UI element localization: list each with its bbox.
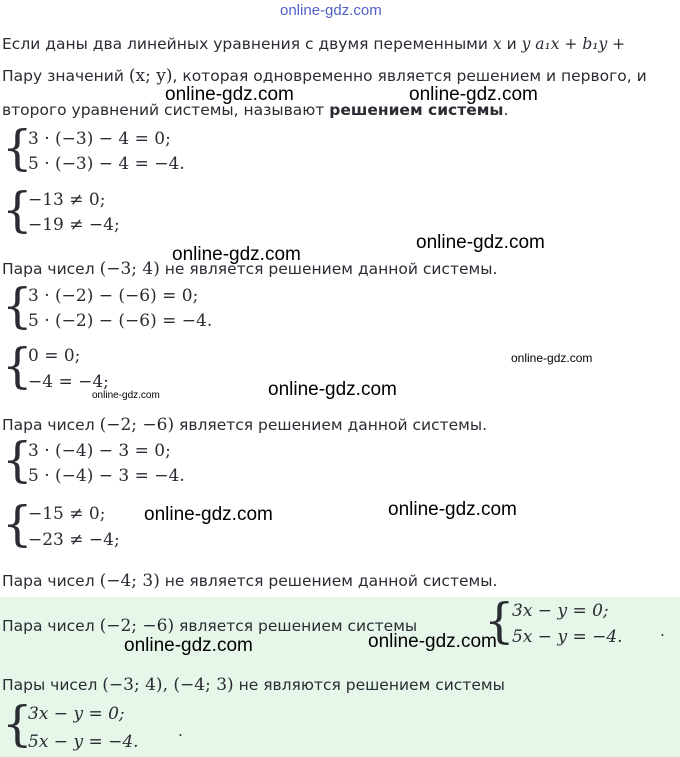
- intro-line-2-rest: , которая одновременно является решением и первого, и: [172, 67, 647, 85]
- b1-sys-b-2: −19 ≠ −4;: [28, 215, 120, 235]
- watermark: online-gdz.com: [92, 390, 160, 401]
- answer-dot-1: .: [660, 622, 665, 640]
- b2-sys-b-1: 0 = 0;: [28, 346, 81, 366]
- watermark: online-gdz.com: [268, 379, 397, 400]
- watermark: online-gdz.com: [416, 232, 545, 253]
- intro-line-3-text: второго уравнений системы, называют: [2, 101, 325, 119]
- answer-sys-2: 5x − y = −4.: [512, 627, 623, 647]
- b2-conclusion-prefix: Пара чисел: [2, 416, 95, 434]
- b3-sys-a-1: 3 · (−4) − 3 = 0;: [28, 441, 171, 461]
- answer-pair: (−2; −6): [99, 616, 175, 636]
- b2-pair: (−2; −6): [99, 415, 175, 435]
- intro-line-2-text: Пару значений: [2, 67, 124, 85]
- b3-conclusion: [2, 571, 497, 591]
- answer-line-1-text: является решением системы: [179, 617, 418, 635]
- b1-conclusion-prefix: Пара чисел: [2, 260, 95, 278]
- intro-and: и: [506, 35, 517, 53]
- brace-1b: {: [2, 182, 33, 238]
- b3-sys-a-2: 5 · (−4) − 3 = −4.: [28, 466, 185, 486]
- answer-line-2-prefix: Пары чисел: [2, 676, 98, 694]
- answer-line-2: [2, 675, 505, 695]
- b3-conclusion-prefix: Пара чисел: [2, 572, 95, 590]
- answer-pairs: (−3; 4), (−4; 3): [102, 675, 234, 695]
- b1-pair: (−3; 4): [99, 259, 160, 279]
- answer-dot-2: .: [178, 722, 183, 740]
- b3-sys-b-1: −15 ≠ 0;: [28, 504, 106, 524]
- watermark-top: online-gdz.com: [280, 2, 382, 19]
- brace-3a: {: [2, 432, 33, 488]
- watermark: online-gdz.com: [165, 84, 294, 105]
- intro-line-3-end: .: [503, 101, 509, 119]
- b3-pair: (−4; 3): [99, 571, 160, 591]
- watermark: online-gdz.com: [511, 351, 593, 365]
- b2-sys-a-2: 5 · (−2) − (−6) = −4.: [28, 311, 213, 331]
- b2-conclusion-text: является решением данной системы.: [179, 416, 488, 434]
- brace-1a: {: [2, 120, 33, 176]
- b3-conclusion-text: не является решением данной системы.: [164, 572, 498, 590]
- b1-conclusion-text: не является решением данной системы.: [164, 260, 498, 278]
- brace-answer-2: {: [2, 696, 33, 752]
- answer-sys-1: 3x − y = 0;: [512, 601, 609, 621]
- brace-2a: {: [2, 278, 33, 334]
- answer-sys2-1: 3x − y = 0;: [28, 704, 125, 724]
- intro-line-1-text: Если даны два линейных уравнения с двумя переменными: [2, 35, 488, 53]
- answer-line-1-prefix: Пара чисел: [2, 617, 95, 635]
- answer-sys2-2: 5x − y = −4.: [28, 732, 139, 752]
- answer-line-1: [2, 616, 417, 636]
- intro-line-3-bold: решением системы: [329, 101, 504, 119]
- watermark: online-gdz.com: [368, 631, 497, 652]
- answer-line-2-text: не являются решением системы: [238, 676, 505, 694]
- brace-answer-1: {: [484, 593, 515, 649]
- b2-sys-a-1: 3 · (−2) − (−6) = 0;: [28, 286, 199, 306]
- intro-line-2-math: (x; y): [128, 66, 173, 86]
- b1-sys-b-1: −13 ≠ 0;: [28, 190, 106, 210]
- watermark: online-gdz.com: [124, 635, 253, 656]
- intro-line-1: [2, 35, 625, 53]
- brace-3b: {: [2, 496, 33, 552]
- intro-line-2: [2, 66, 647, 86]
- brace-2b: {: [2, 338, 33, 394]
- intro-line-1-math: a₁x + b₁y +: [535, 35, 626, 53]
- b1-sys-a-2: 5 · (−3) − 4 = −4.: [28, 154, 185, 174]
- watermark: online-gdz.com: [172, 244, 301, 265]
- watermark: online-gdz.com: [409, 84, 538, 105]
- watermark: online-gdz.com: [388, 499, 517, 520]
- b1-sys-a-1: 3 · (−3) − 4 = 0;: [28, 129, 171, 149]
- watermark: online-gdz.com: [144, 504, 273, 525]
- var-y: y: [521, 35, 531, 53]
- b2-conclusion: [2, 415, 487, 435]
- var-x: x: [492, 35, 502, 53]
- b3-sys-b-2: −23 ≠ −4;: [28, 530, 120, 550]
- b2-sys-b-2: −4 = −4;: [28, 372, 109, 392]
